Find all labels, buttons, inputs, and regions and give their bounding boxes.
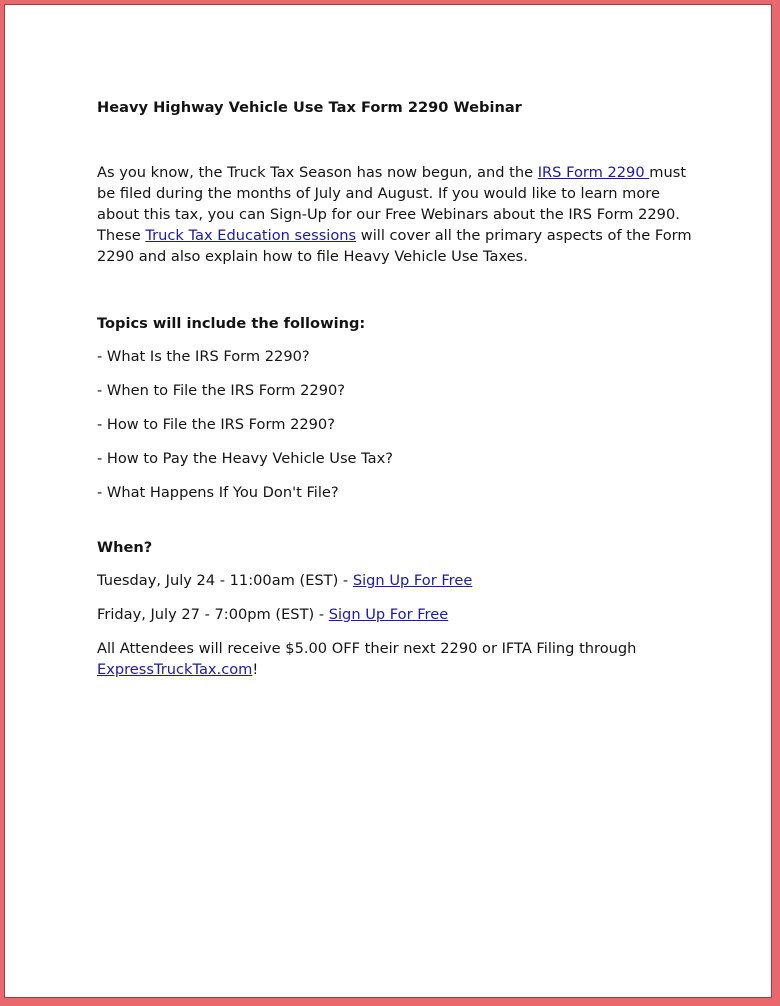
when-heading: When? xyxy=(97,539,153,556)
topic-item: - How to Pay the Heavy Vehicle Use Tax? xyxy=(97,450,393,467)
sign-up-friday-link[interactable]: Sign Up For Free xyxy=(328,606,449,623)
topic-item: - How to File the IRS Form 2290? xyxy=(97,416,335,433)
session-friday xyxy=(97,604,697,625)
offer-paragraph xyxy=(97,638,697,680)
intro-paragraph xyxy=(97,162,697,267)
intro-text-3: will cover all the primary aspects of the Form 2290 and also explain how to file Heavy Vehicle Use Taxes. xyxy=(97,227,692,265)
document-content xyxy=(97,97,697,680)
intro-text-1: As you know, the Truck Tax Season has now begun, and the xyxy=(97,164,538,181)
topic-item: - What Happens If You Don't File? xyxy=(97,484,339,501)
sign-up-tuesday-link[interactable]: Sign Up For Free xyxy=(352,572,473,589)
topic-item: - When to File the IRS Form 2290? xyxy=(97,382,346,399)
topics-heading: Topics will include the following: xyxy=(97,315,366,332)
offer-text: All Attendees will receive $5.00 OFF their next 2290 or IFTA Filing through xyxy=(97,640,637,657)
document-page xyxy=(4,4,772,998)
topics-list xyxy=(97,346,697,503)
expresstrucktax-link[interactable]: ExpressTruckTax.com xyxy=(97,661,253,678)
intro-text-2: must be filed during the months of July and August. If you would like to learn more about this tax, you can Sign-Up for our Free Webinars about the IRS Form 2290. These xyxy=(97,164,687,244)
irs-form-2290-link[interactable]: IRS Form 2290 xyxy=(537,164,650,181)
session-tuesday-text: Tuesday, July 24 - 11:00am (EST) - xyxy=(97,572,353,589)
topic-item: - What Is the IRS Form 2290? xyxy=(97,348,310,365)
session-tuesday xyxy=(97,570,697,591)
document-title: Heavy Highway Vehicle Use Tax Form 2290 Webinar xyxy=(97,99,522,116)
session-friday-text: Friday, July 27 - 7:00pm (EST) - xyxy=(97,606,329,623)
offer-suffix: ! xyxy=(252,661,259,678)
truck-tax-education-link[interactable]: Truck Tax Education sessions xyxy=(145,227,357,244)
